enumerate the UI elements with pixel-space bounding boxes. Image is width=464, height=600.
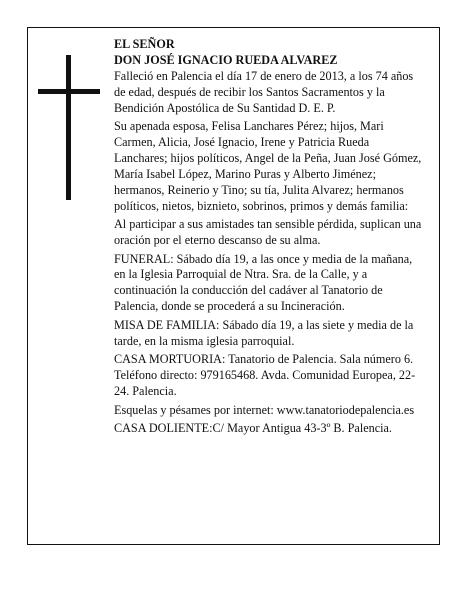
funeral-home-paragraph: CASA MORTUORIA: Tanatorio de Palencia. Sala número 6. Teléfono directo: 979165468. Avda. Comunidad Europea, 22-24. Palencia. (114, 352, 416, 398)
online-condolences-paragraph: Esquelas y pésames por internet: www.tanatoriodepalencia.es (114, 402, 415, 417)
prayer-request-paragraph: Al participar a sus amistades tan sensible pérdida, suplican una oración por el eterno descanso de su alma. (114, 217, 422, 248)
notice-title-line1: EL SEÑOR (114, 37, 175, 51)
deceased-name: DON JOSÉ IGNACIO RUEDA ALVAREZ (114, 52, 338, 67)
death-details-paragraph: Falleció en Palencia el día 17 de enero de 2013, a los 74 años de edad, después de recibir los Santos Sacramentos y la Bendición Apostólica de Su Santidad D. E. P. (114, 68, 414, 115)
funeral-paragraph: FUNERAL: Sábado día 19, a las once y media de la mañana, en la Iglesia Parroquial de Ntra. Sra. de la Calle, y a continuación la conducción del cadáver al Tanatorio de Palencia, donde se procederá a su Incineración. (114, 251, 413, 314)
family-mass-paragraph: MISA DE FAMILIA: Sábado día 19, a las siete y media de la tarde, en la misma iglesia parroquial. (114, 317, 414, 348)
notice-text (114, 37, 424, 440)
family-home-paragraph: CASA DOLIENTE:C/ Mayor Antigua 43-3º B. Palencia. (114, 421, 392, 435)
cross-vertical-bar (66, 55, 71, 200)
cross-horizontal-bar (38, 89, 100, 94)
family-paragraph: Su apenada esposa, Felisa Lanchares Pérez; hijos, Mari Carmen, Alicia, José Ignacio, Irene y Patricia Rueda Lanchares; hijos políticos, Angel de la Peña, Juan José Gómez, María Isabel López, Marino Puras y Alberto Jiménez; hermanos, Reinerio y Tino; su tía, Julita Alvarez; hermanos políticos, nietos, biznieto, sobrinos, primos y demás familia: (114, 119, 422, 213)
cross-icon (38, 55, 100, 200)
